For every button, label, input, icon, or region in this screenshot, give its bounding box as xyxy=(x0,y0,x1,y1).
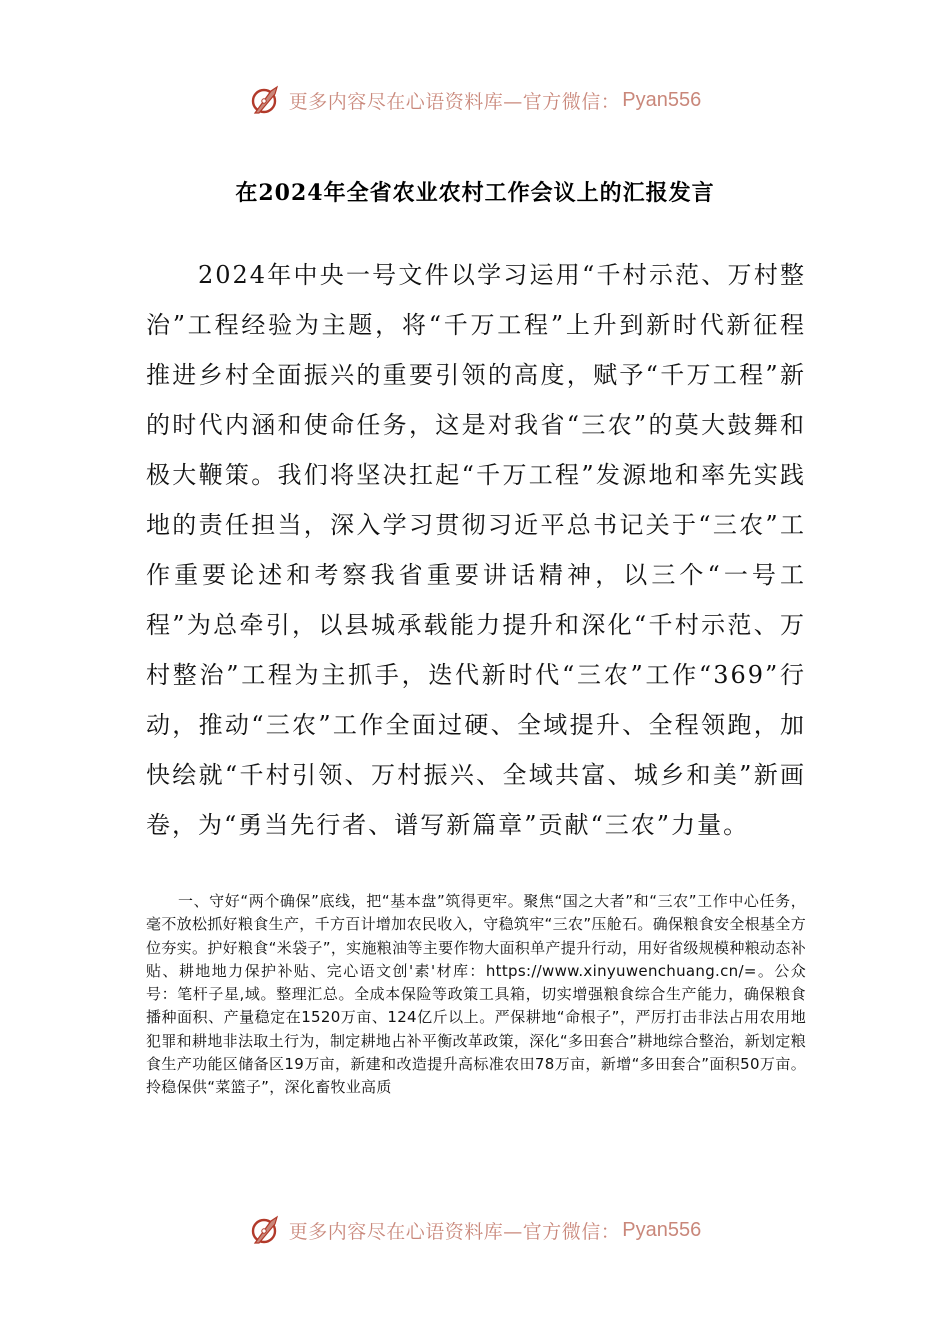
document-title: 在2024年全省农业农村工作会议上的汇报发言 xyxy=(235,180,715,206)
watermark-text: 更多内容尽在心语资料库—官方微信： xyxy=(288,1220,621,1243)
watermark-text: 更多内容尽在心语资料库—官方微信： xyxy=(288,90,621,113)
section-one-paragraph: 一、守好“两个确保”底线，把“基本盘”筑得更牢。聚焦“国之大者”和“三农”工作中心任务，毫不放松抓好粮食生产，千方百计增加农民收入，守稳筑牢“三农”压舱石。确保粮食安全根基全方位夯实。护好粮食“米袋子”，实施粮油等主要作物大面积单产提升行动，用好省级规模种粮动态补贴、耕地地力保护补贴、完心语文创'素'材库：https://www.xinyuwenchuang.cn/=。公众号：笔杆子星,域。整理汇总。全成本保险等政策工具箱，切实增强粮食综合生产能力，确保粮食播种面积、产量稳定在1520万亩、124亿斤以上。严保耕地“命根子”，严厉打击非法占用农用地犯罪和耕地非法取土行为，制定耕地占补平衡改革政策，深化“多田套合”耕地综合整治，新划定粮食生产功能区储备区19万亩，新建和改造提升高标准农田78万亩，新增“多田套合”面积50万亩。拎稳保供“菜篮子”，深化畜牧业高质 xyxy=(146,892,806,1097)
header-watermark-banner xyxy=(0,80,950,120)
wechat-id: Pyan556 xyxy=(622,88,702,111)
footer-watermark-banner xyxy=(0,1210,950,1250)
lead-paragraph: 2024年中央一号文件以学习运用“千村示范、万村整治”工程经验为主题，将“千万工程”上升到新时代新征程推进乡村全面振兴的重要引领的高度，赋予“千万工程”新的时代内涵和使命任务，这是对我省“三农”的莫大鼓舞和极大鞭策。我们将坚决扛起“千万工程”发源地和率先实践地的责任担当，深入学习贯彻习近平总书记关于“三农”工作重要论述和考察我省重要讲话精神，以三个“一号工程”为总牵引，以县城承载能力提升和深化“千村示范、万村整治”工程为主抓手，迭代新时代“三农”工作“369”行动，推动“三农”工作全面过硬、全域提升、全程领跑，加快绘就“千村引领、万村振兴、全域共富、城乡和美”新画卷，为“勇当先行者、谱写新篇章”贡献“三农”力量。 xyxy=(146,261,806,839)
wechat-id: Pyan556 xyxy=(622,1218,702,1241)
pen-nib-logo-icon xyxy=(249,1213,283,1247)
pen-nib-logo-icon xyxy=(249,83,283,117)
